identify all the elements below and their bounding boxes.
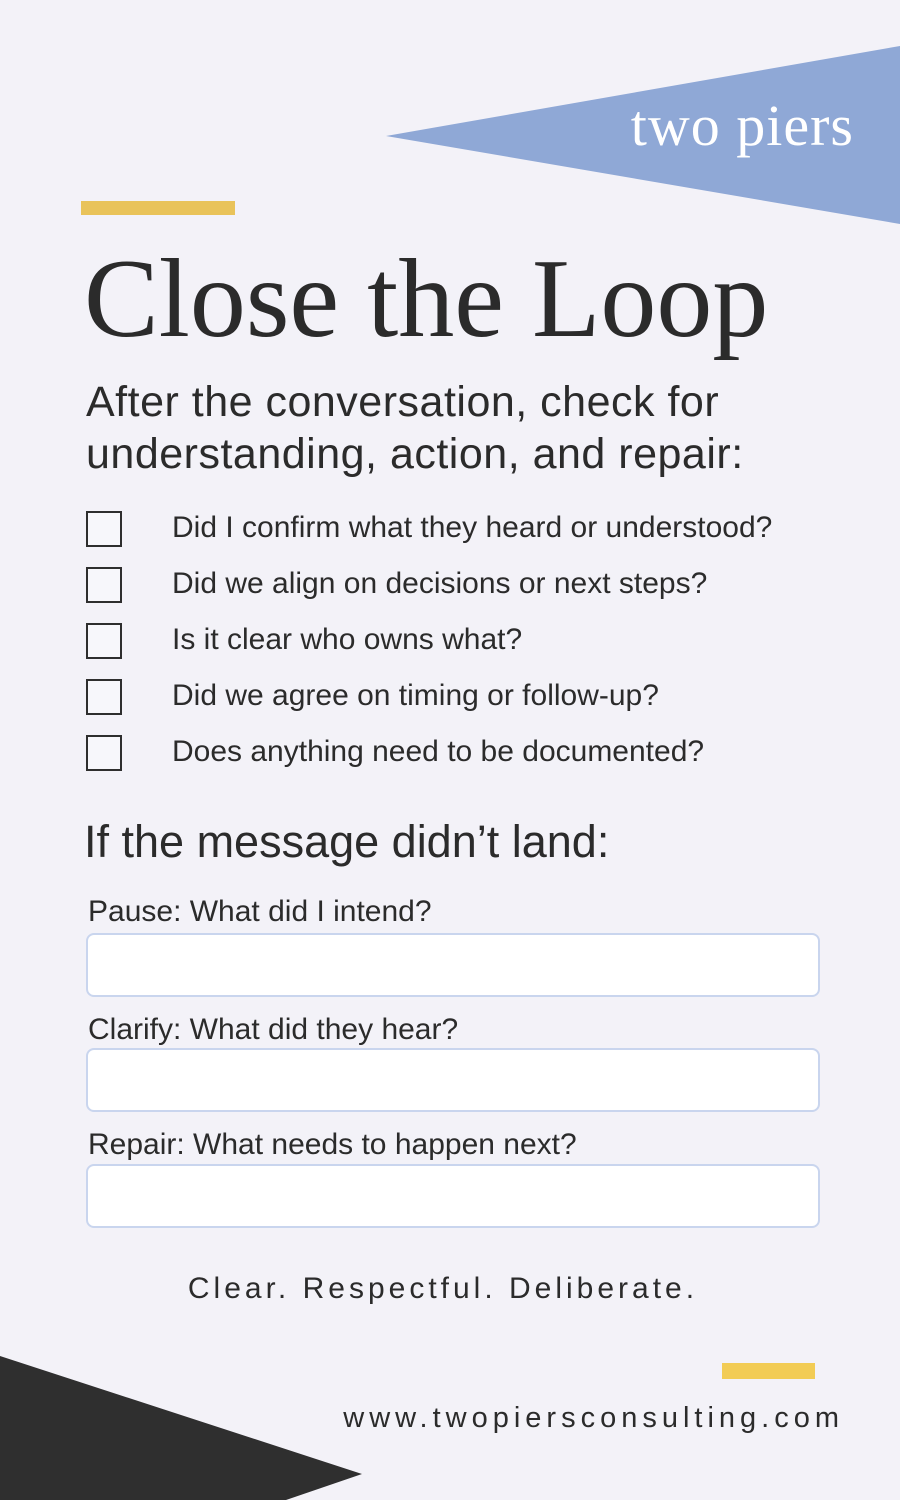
checkbox[interactable] bbox=[86, 567, 122, 603]
tagline: Clear. Respectful. Deliberate. bbox=[187, 1272, 699, 1305]
checklist-item[interactable] bbox=[86, 556, 772, 612]
checklist-item-label: Did we agree on timing or follow-up? bbox=[172, 679, 659, 712]
brand-logo-text: two piers bbox=[630, 93, 854, 158]
repair-field-label: Repair: What needs to happen next? bbox=[88, 1128, 577, 1161]
checklist-item[interactable] bbox=[86, 668, 772, 724]
checklist-item[interactable] bbox=[86, 724, 772, 780]
page-subtitle: After the conversation, check for understanding, action, and repair: bbox=[86, 378, 744, 478]
clarify-input[interactable] bbox=[86, 1048, 820, 1112]
section-heading: If the message didn’t land: bbox=[84, 816, 610, 867]
accent-bar-bottom bbox=[722, 1363, 815, 1379]
checklist-item[interactable] bbox=[86, 612, 772, 668]
checkbox[interactable] bbox=[86, 735, 122, 771]
pause-input[interactable] bbox=[86, 933, 820, 997]
checkbox[interactable] bbox=[86, 511, 122, 547]
corner-shape bbox=[0, 1350, 380, 1500]
repair-input[interactable] bbox=[86, 1164, 820, 1228]
checklist-item[interactable] bbox=[86, 500, 772, 556]
checkbox[interactable] bbox=[86, 679, 122, 715]
checklist bbox=[86, 500, 772, 780]
checklist-item-label: Did I confirm what they heard or understood? bbox=[172, 511, 773, 544]
checkbox[interactable] bbox=[86, 623, 122, 659]
checklist-item-label: Is it clear who owns what? bbox=[172, 623, 523, 656]
accent-bar bbox=[81, 201, 235, 215]
checklist-item-label: Did we align on decisions or next steps? bbox=[172, 567, 708, 600]
website-url: www.twopiersconsulting.com bbox=[343, 1402, 844, 1434]
checklist-item-label: Does anything need to be documented? bbox=[172, 735, 705, 768]
pause-field-label: Pause: What did I intend? bbox=[88, 895, 432, 928]
clarify-field-label: Clarify: What did they hear? bbox=[88, 1013, 459, 1046]
page-title: Close the Loop bbox=[84, 237, 769, 361]
